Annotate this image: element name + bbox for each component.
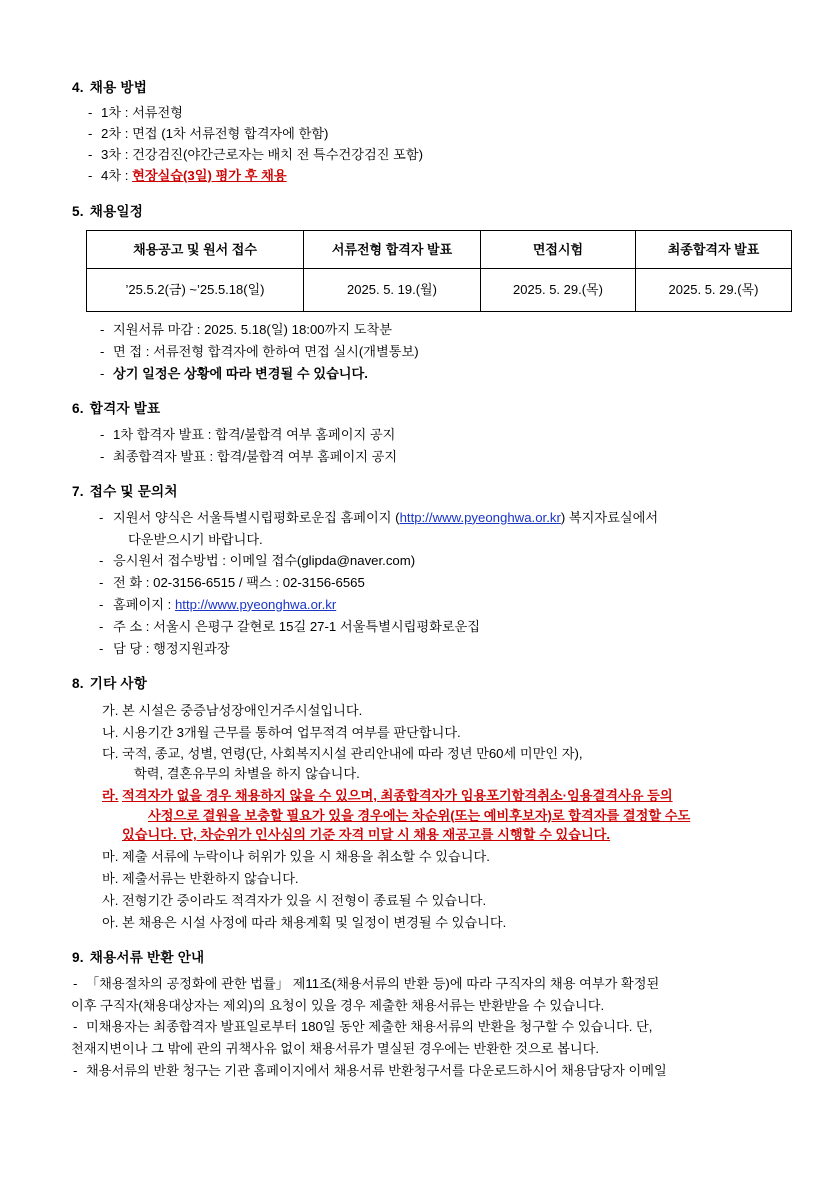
highlighted-text: 현장실습(3일) 평가 후 채용	[132, 167, 287, 183]
contact-text-pre: 홈페이지 :	[113, 596, 175, 612]
column-header: 면접시험	[481, 230, 636, 269]
announcement-list	[98, 425, 773, 467]
contact-line-website	[98, 508, 773, 528]
list-item-label: 나.	[102, 724, 119, 740]
table-cell: 2025. 5. 29.(목)	[481, 269, 636, 312]
list-item-label: 사.	[102, 892, 119, 908]
list-item-label: 마.	[102, 849, 119, 865]
return-paragraph	[72, 1061, 773, 1081]
list-item	[102, 723, 773, 743]
list-item	[102, 869, 773, 889]
list-item-text: 시용기간 3개월 근무를 통하여 업무적격 여부를 판단합니다.	[122, 724, 461, 740]
contact-text-post: ) 복지자료실에서	[560, 509, 659, 525]
section-title	[72, 482, 773, 502]
list-item-continuation: 있습니다. 단, 차순위가 인사심의 기준 자격 미달 시 채용 재공고를 시행할 수 있습니다.	[122, 827, 611, 843]
list-item	[102, 913, 773, 933]
section-number: 6.	[72, 401, 84, 417]
list-item-continuation: 사정으로 결원을 보충할 필요가 있을 경우에는 차순위(또는 예비후보자)로 합격자를 결정할 수도	[148, 807, 691, 823]
section-recruitment-method	[72, 78, 773, 186]
list-item-label: 가.	[102, 702, 119, 718]
section-number: 7.	[72, 484, 84, 500]
section-title	[72, 948, 773, 968]
section-number: 4.	[72, 80, 84, 95]
list-item-label: 아.	[102, 914, 119, 930]
list-item-continuation: 학력, 결혼유무의 차별을 하지 않습니다.	[134, 766, 360, 782]
list-item-text: 1차 합격자 발표 : 합격/불합격 여부 홈페이지 공지	[113, 426, 396, 442]
list-item-text: 2차 : 면접 (1차 서류전형 합격자에 한함)	[101, 126, 329, 142]
list-item-label: 바.	[102, 871, 119, 887]
section-number: 5.	[72, 203, 84, 219]
list-item-label: 라.	[102, 787, 119, 803]
paragraph-line: 천재지변이나 그 밖에 관의 귀책사유 없이 채용서류가 멸실된 경우에는 반환한 것으로 봅니다.	[71, 1041, 600, 1057]
list-item	[102, 744, 773, 784]
list-item-text: 국적, 종교, 성별, 연령(단, 사회복지시설 관리안내에 따라 정년 만60세 미만인 자),	[122, 746, 583, 762]
list-item	[98, 320, 773, 340]
section-title-text: 채용서류 반환 안내	[89, 950, 205, 966]
contact-line-email: - 응시원서 접수방법 : 이메일 접수(glipda@naver.com)	[98, 551, 773, 571]
table-header-row	[87, 230, 792, 269]
paragraph-line: 이후 구직자(채용대상자는 제외)의 요청이 있을 경우 제출한 채용서류는 반환받을 수 있습니다.	[71, 997, 605, 1013]
list-item-text: 적격자가 없을 경우 채용하지 않을 수 있으며, 최종합격자가 임용포기함격취소·임용결격사유 등의	[122, 787, 673, 803]
other-matters-list	[102, 701, 773, 933]
method-list	[86, 103, 773, 185]
list-item	[86, 145, 773, 165]
table-cell: 2025. 5. 19.(월)	[304, 269, 481, 312]
section-document-return	[72, 948, 773, 1080]
return-paragraphs	[72, 974, 773, 1081]
list-item-text: 제출 서류에 누락이나 허위가 있을 시 채용을 취소할 수 있습니다.	[122, 849, 490, 865]
contact-text-pre: 지원서 양식은 서울특별시립평화로운집 홈페이지 (	[113, 509, 400, 525]
list-item-text: 지원서류 마감 : 2025. 5.18(일) 18:00까지 도착분	[113, 321, 392, 337]
homepage-link[interactable]: http://www.pyeonghwa.or.kr	[399, 509, 561, 525]
list-item-text: 본 채용은 시설 사정에 따라 채용계획 및 일정이 변경될 수 있습니다.	[122, 914, 507, 930]
contact-line-homepage	[98, 595, 773, 615]
list-item	[86, 166, 773, 186]
section-title-text: 채용일정	[89, 203, 144, 219]
contact-line-manager: - 담 당 : 행정지원과장	[98, 639, 773, 659]
section-title	[72, 674, 773, 694]
list-item	[98, 342, 773, 362]
contact-line-address: - 주 소 : 서울시 은평구 갈현로 15길 27-1 서울특별시립평화로운집	[98, 617, 773, 637]
schedule-notes	[98, 320, 773, 383]
section-schedule	[72, 202, 773, 384]
contact-line-phone: - 전 화 : 02-3156-6515 / 팩스 : 02-3156-6565	[98, 573, 773, 593]
list-item-text: 면 접 : 서류전형 합격자에 한하여 면접 실시(개별통보)	[113, 343, 419, 359]
list-item	[102, 847, 773, 867]
section-contact	[72, 482, 773, 658]
list-item	[86, 103, 773, 123]
list-item-text: 제출서류는 반환하지 않습니다.	[122, 871, 299, 887]
section-title	[72, 399, 773, 419]
list-item	[98, 447, 773, 467]
column-header: 서류전형 합격자 발표	[304, 230, 481, 269]
list-item-text: 전형기간 중이라도 적격자가 있을 시 전형이 종료될 수 있습니다.	[122, 892, 487, 908]
section-title-text: 접수 및 문의처	[89, 484, 178, 500]
schedule-table	[86, 230, 792, 312]
homepage-link[interactable]: http://www.pyeonghwa.or.kr	[174, 596, 337, 612]
list-item	[86, 124, 773, 144]
list-item-text: 최종합격자 발표 : 합격/불합격 여부 홈페이지 공지	[113, 448, 398, 464]
table-cell: ’25.5.2(금) ~’25.5.18(일)	[87, 269, 304, 312]
table-row	[87, 269, 792, 312]
section-title	[72, 78, 773, 98]
list-item	[98, 425, 773, 445]
column-header: 채용공고 및 원서 접수	[87, 230, 304, 269]
contact-line-website-cont: 다운받으시기 바랍니다.	[128, 531, 263, 547]
return-paragraph	[72, 974, 773, 994]
list-item	[102, 891, 773, 911]
list-item	[102, 786, 773, 845]
section-title-text: 합격자 발표	[89, 401, 161, 417]
paragraph-line: 채용서류의 반환 청구는 기관 홈페이지에서 채용서류 반환청구서를 다운로드하시어 채용담당자 이메일	[86, 1063, 667, 1079]
list-item-text: 1차 : 서류전형	[101, 105, 184, 121]
section-announcement	[72, 399, 773, 466]
section-title-text: 채용 방법	[89, 80, 148, 95]
list-item	[102, 701, 773, 721]
list-item-text: 상기 일정은 상황에 따라 변경될 수 있습니다.	[113, 365, 368, 381]
column-header: 최종합격자 발표	[636, 230, 792, 269]
return-paragraph	[72, 1017, 773, 1037]
section-number: 8.	[72, 676, 84, 692]
list-item	[98, 364, 773, 384]
list-item-text: 4차 :	[101, 167, 129, 183]
paragraph-line: 미채용자는 최종합격자 발표일로부터 180일 동안 제출한 채용서류의 반환을 청구할 수 있습니다. 단,	[86, 1019, 653, 1035]
section-other-matters	[72, 674, 773, 932]
table-cell: 2025. 5. 29.(목)	[636, 269, 792, 312]
section-title-text: 기타 사항	[89, 676, 148, 692]
section-number: 9.	[72, 950, 84, 966]
section-title	[72, 202, 773, 222]
list-item-label: 다.	[102, 746, 119, 762]
contact-lines	[98, 508, 773, 659]
paragraph-line: 「채용절차의 공정화에 관한 법률」 제11조(채용서류의 반환 등)에 따라 구직자의 채용 여부가 확정된	[86, 975, 660, 991]
list-item-text: 본 시설은 중증남성장애인거주시설입니다.	[122, 702, 363, 718]
list-item-text: 3차 : 건강검진(야간근로자는 배치 전 특수건강검진 포함)	[101, 146, 424, 162]
